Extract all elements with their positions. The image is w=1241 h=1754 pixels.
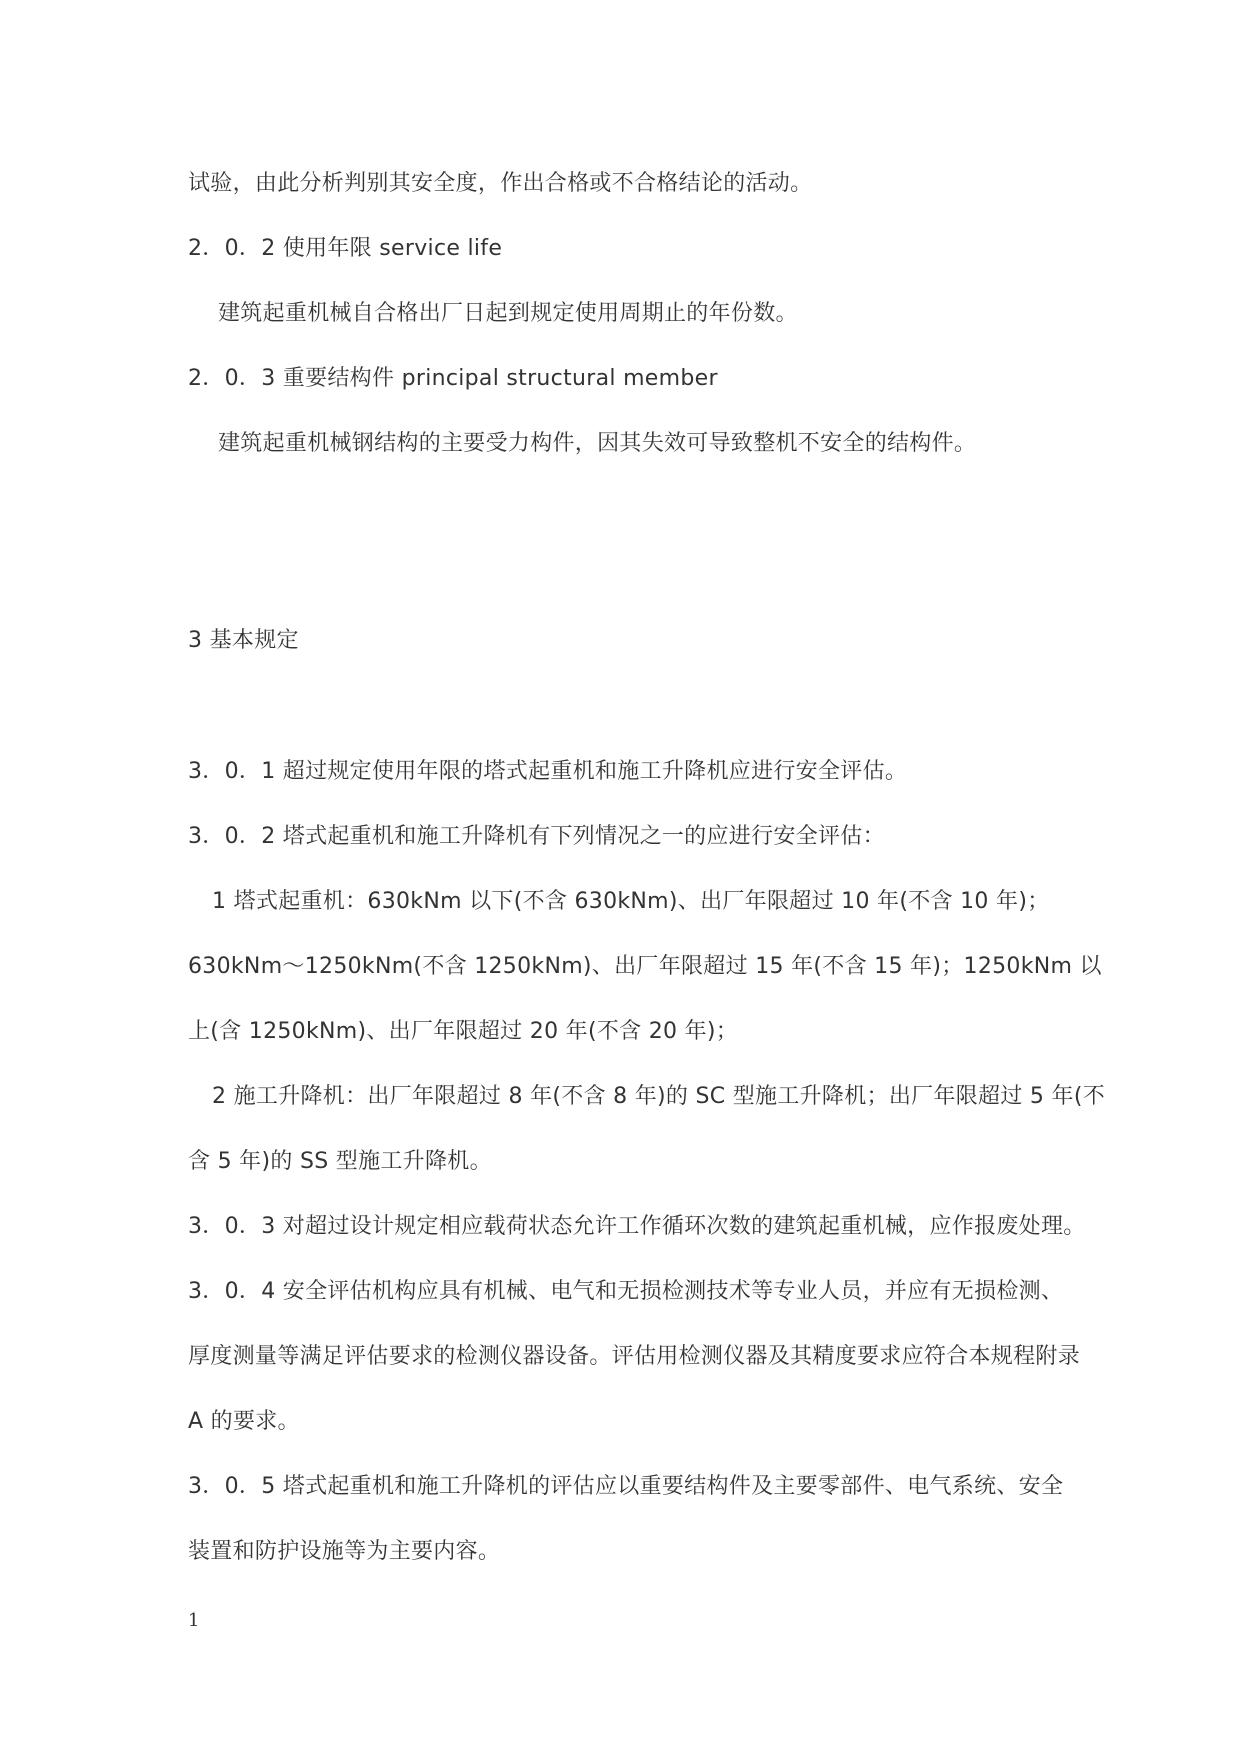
clause-3-0-4: 3．0．4 安全评估机构应具有机械、电气和无损检测技术等专业人员，并应有无损检测、 xyxy=(188,1279,1064,1304)
clause-2-0-2-heading: 2．0．2 使用年限 service life xyxy=(188,236,503,261)
clause-3-0-5-cont: 装置和防护设施等为主要内容。 xyxy=(188,1539,501,1564)
clause-3-0-2-item-1: 1 塔式起重机：630kNm 以下(不含 630kNm)、出厂年限超过 10 年(不含 10 年)； xyxy=(212,889,1050,914)
page-number: 1 xyxy=(188,1610,200,1631)
clause-2-0-3-heading: 2．0．3 重要结构件 principal structural member xyxy=(188,366,718,391)
clause-3-0-5: 3．0．5 塔式起重机和施工升降机的评估应以重要结构件及主要零部件、电气系统、安全 xyxy=(188,1474,1064,1499)
clause-3-0-2-item-1-cont-2: 上(含 1250kNm)、出厂年限超过 20 年(不含 20 年)； xyxy=(188,1019,739,1044)
section-3-heading: 3 基本规定 xyxy=(188,628,299,653)
clause-2-0-3-text: 建筑起重机械钢结构的主要受力构件，因其失效可导致整机不安全的结构件。 xyxy=(218,431,977,456)
paragraph-definition-continued: 试验，由此分析判别其安全度，作出合格或不合格结论的活动。 xyxy=(188,171,813,196)
clause-3-0-1: 3．0．1 超过规定使用年限的塔式起重机和施工升降机应进行安全评估。 xyxy=(188,759,908,784)
clause-2-0-2-text: 建筑起重机械自合格出厂日起到规定使用周期止的年份数。 xyxy=(218,301,798,326)
clause-3-0-3: 3．0．3 对超过设计规定相应载荷状态允许工作循环次数的建筑起重机械，应作报废处理。 xyxy=(188,1214,1086,1239)
clause-3-0-4-cont-2: A 的要求。 xyxy=(188,1409,300,1434)
clause-3-0-2-item-2-cont: 含 5 年)的 SS 型施工升降机。 xyxy=(188,1149,492,1174)
clause-3-0-4-cont-1: 厚度测量等满足评估要求的检测仪器设备。评估用检测仪器及其精度要求应符合本规程附录 xyxy=(188,1344,1081,1369)
clause-3-0-2-item-2: 2 施工升降机：出厂年限超过 8 年(不含 8 年)的 SC 型施工升降机；出厂年限超过 5 年(不 xyxy=(212,1084,1106,1109)
clause-3-0-2: 3．0．2 塔式起重机和施工升降机有下列情况之一的应进行安全评估： xyxy=(188,824,885,849)
clause-3-0-2-item-1-cont-1: 630kNm～1250kNm(不含 1250kNm)、出厂年限超过 15 年(不含 15 年)；1250kNm 以 xyxy=(188,954,1102,979)
